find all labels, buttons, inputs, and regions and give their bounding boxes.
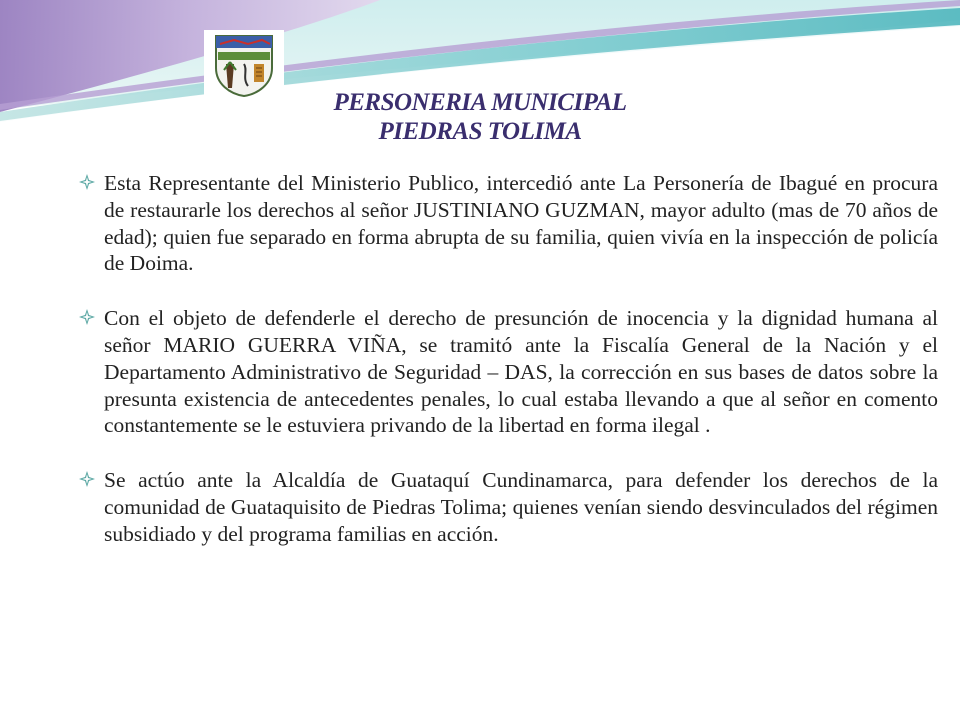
bullet-text: Con el objeto de defenderle el derecho de presunción de inocencia y la dignidad humana al señor MARIO GUERRA VIÑA, se tramitó ante la Fiscalía General de la Nación y el Departamento Administrativo de Seguridad – DAS, la corrección en sus bases de datos sobre la presunta existencia de antecedentes penales, lo cual estaba llevando a que al señor en comento constantemente se le estuviera privando de la libertad en forma ilegal . — [104, 306, 938, 438]
page-subtitle: PIEDRAS TOLIMA — [378, 118, 582, 145]
bullet-text: Se actúo ante la Alcaldía de Guataquí Cundinamarca, para defender los derechos de la comunidad de Guataquisito de Piedras Tolima; quienes venían siendo desvinculados del régimen subsidiado y del programa familias en acción. — [104, 468, 938, 546]
bullet-item — [78, 305, 938, 439]
diamond-bullet-icon — [78, 308, 96, 326]
bullet-item — [78, 170, 938, 277]
page-title: PERSONERIA MUNICIPAL — [333, 89, 627, 116]
diamond-bullet-icon — [78, 470, 96, 488]
bullet-list — [78, 170, 938, 576]
bullet-text: Esta Representante del Ministerio Publico, intercedió ante La Personería de Ibagué en procura de restaurarle los derechos al señor JUSTINIANO GUZMAN, mayor adulto (mas de 70 años de edad); quien fue separado en forma abrupta de su familia, quien vivía en la inspección de policía de Doima. — [104, 171, 938, 276]
diamond-bullet-icon — [78, 173, 96, 191]
bullet-item — [78, 467, 938, 547]
title-block — [210, 88, 750, 146]
